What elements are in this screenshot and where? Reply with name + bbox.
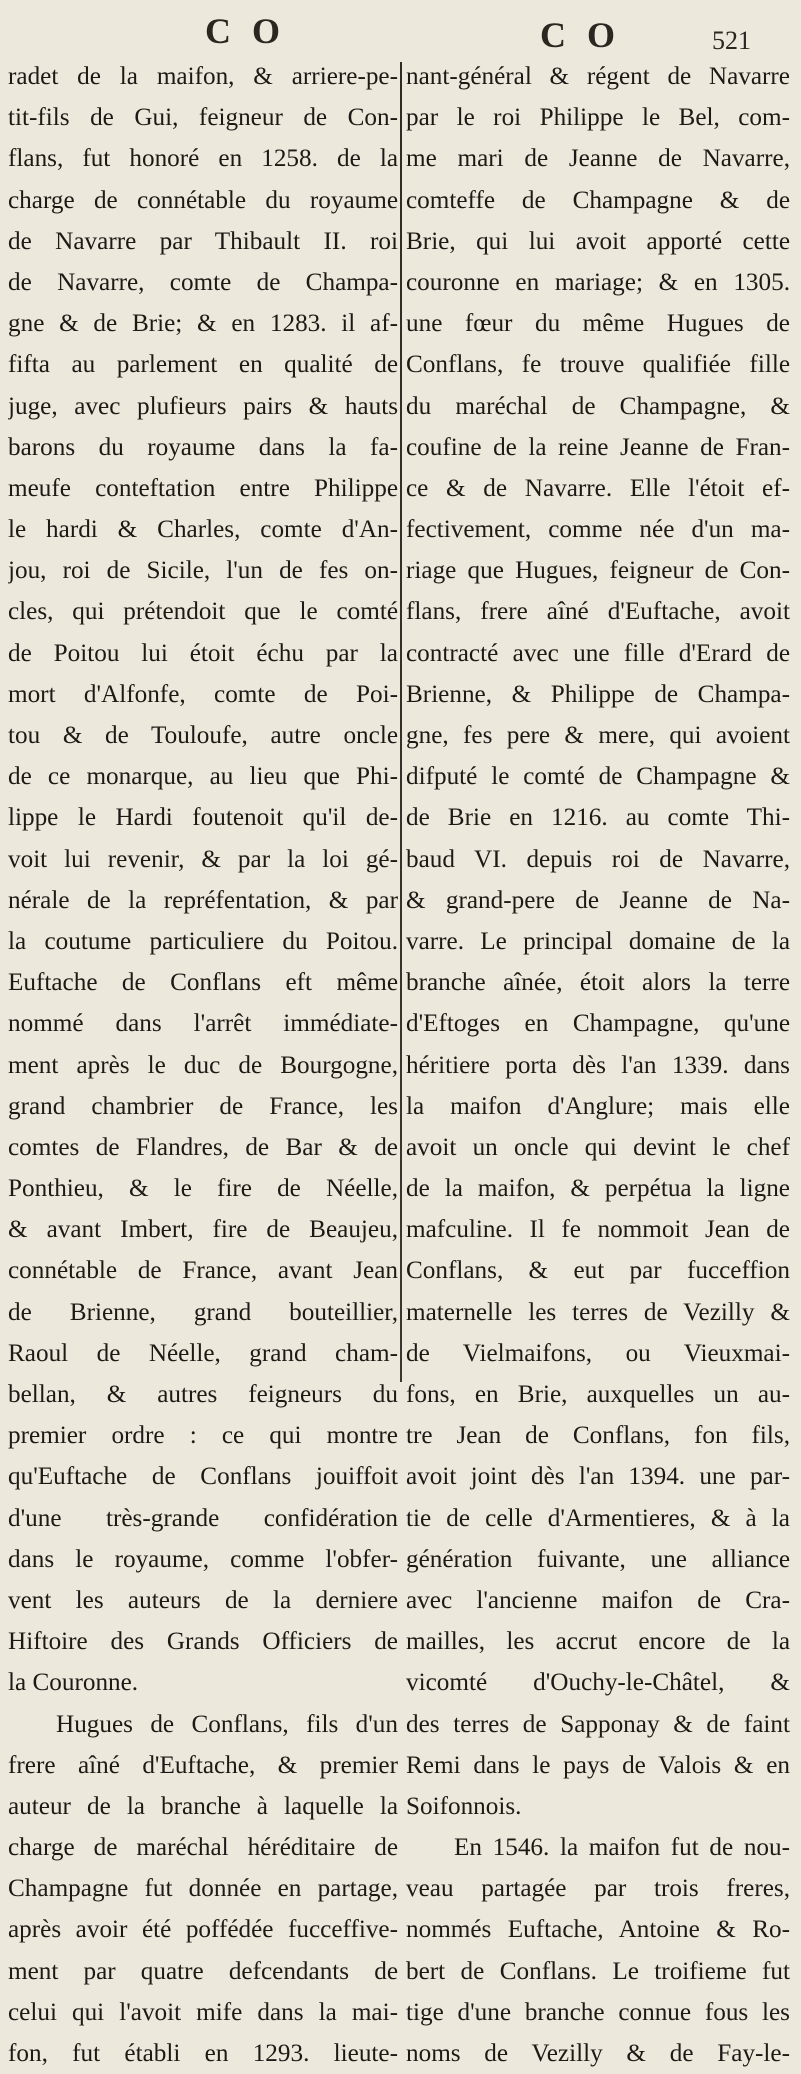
text-line: de Navarre, comte de Champa- [8, 268, 398, 296]
text-line: fifta au parlement en qualité de [8, 351, 398, 379]
text-line: frere aîné d'Euftache, & premier [8, 1751, 398, 1779]
text-line: nant-général & régent de Navarre [406, 63, 790, 90]
text-line: comtes de Flandres, de Bar & de [8, 1133, 398, 1161]
text-line: Conflans, & eut par fucceffion [406, 1257, 790, 1285]
text-line: d'une très-grande confidération [8, 1504, 398, 1532]
text-line: radet de la maifon, & arriere-pe- [8, 63, 398, 90]
text-line: fons, en Brie, auxquelles un au- [406, 1381, 790, 1408]
text-line: juge, avec plufieurs pairs & hauts [8, 392, 398, 420]
text-line: noms de Vezilly & de Fay-le- [406, 2040, 790, 2067]
text-line: voit lui revenir, & par la loi gé- [8, 845, 398, 873]
text-line: tou & de Touloufe, autre oncle [8, 722, 398, 749]
text-line: avoit joint dès l'an 1394. une par- [406, 1463, 790, 1491]
text-line: Remi dans le pays de Valois & en [406, 1751, 790, 1779]
text-line: auteur de la branche à laquelle la [8, 1792, 398, 1820]
text-line: nommés Euftache, Antoine & Ro- [406, 1916, 790, 1944]
text-line: du maréchal de Champagne, & [406, 392, 790, 420]
text-line: varre. Le principal domaine de la [406, 927, 790, 955]
text-line: flans, frere aîné d'Euftache, avoit [406, 598, 790, 626]
text-line: cles, qui prétendoit que le comté [8, 598, 398, 626]
text-line: & avant Imbert, fire de Beaujeu, [8, 1216, 398, 1244]
text-line: fon, fut établi en 1293. lieute- [8, 2040, 398, 2067]
text-line: flans, fut honoré en 1258. de la [8, 145, 398, 173]
text-line: Hugues de Conflans, fils d'un [56, 1710, 398, 1738]
text-line: avoit un oncle qui devint le chef [406, 1133, 790, 1161]
text-line: gne & de Brie; & en 1283. il af- [8, 310, 398, 338]
text-line: riage que Hugues, feigneur de Con- [406, 557, 790, 585]
text-line: baud VI. depuis roi de Navarre, [406, 845, 790, 873]
text-line: gne, fes pere & mere, qui avoient [406, 722, 790, 749]
text-line: la Couronne. [8, 1669, 139, 1697]
text-line: héritiere porta dès l'an 1339. dans [406, 1051, 790, 1079]
text-line: charge de connétable du royaume [8, 186, 398, 214]
text-line: nérale de la repréfentation, & par [8, 886, 398, 914]
text-line: des terres de Sapponay & de faint [406, 1710, 790, 1738]
text-line: vicomté d'Ouchy-le-Châtel, & [406, 1669, 790, 1697]
text-line: me mari de Jeanne de Navarre, [406, 145, 790, 173]
text-line: tre Jean de Conflans, fon fils, [406, 1422, 790, 1450]
text-line: grand chambrier de France, les [8, 1092, 398, 1120]
text-line: mafculine. Il fe nommoit Jean de [406, 1216, 790, 1244]
text-line: En 1546. la maifon fut de nou- [454, 1834, 790, 1862]
text-line: après avoir été poffédée fucceffive- [8, 1916, 398, 1944]
text-line: de Brie en 1216. au comte Thi- [406, 804, 790, 832]
text-line: de Vielmaifons, ou Vieuxmai- [406, 1339, 790, 1367]
text-line: bert de Conflans. Le troifieme fut [406, 1957, 790, 1985]
text-line: ce & de Navarre. Elle l'étoit ef- [406, 474, 790, 502]
text-line: une fœur du même Hugues de [406, 310, 790, 338]
text-line: comteffe de Champagne & de [406, 186, 790, 214]
text-line: ment après le duc de Bourgogne, [8, 1051, 398, 1079]
text-line: contracté avec une fille d'Erard de [406, 639, 790, 667]
text-line: Euftache de Conflans eft même [8, 969, 398, 997]
text-line: de Brienne, grand bouteillier, [8, 1298, 398, 1326]
text-line: premier ordre : ce qui montre [8, 1422, 398, 1450]
text-line: mailles, les accrut encore de la [406, 1628, 790, 1656]
text-line: connétable de France, avant Jean [8, 1257, 398, 1285]
text-line: Hiftoire des Grands Officiers de [8, 1628, 398, 1656]
text-line: de Poitou lui étoit échu par la [8, 639, 398, 667]
text-line: Champagne fut donnée en partage, [8, 1875, 398, 1903]
text-line: génération fuivante, une alliance [406, 1545, 790, 1573]
text-line: barons du royaume dans la fa- [8, 433, 398, 461]
text-line: & grand-pere de Jeanne de Na- [406, 886, 790, 914]
text-line: mort d'Alfonfe, comte de Poi- [8, 680, 398, 708]
text-line: charge de maréchal héréditaire de [8, 1834, 398, 1862]
text-line: meufe conteftation entre Philippe [8, 474, 398, 502]
text-line: jou, roi de Sicile, l'un de fes on- [8, 557, 398, 585]
text-line: de Navarre par Thibault II. roi [8, 227, 398, 255]
text-line: coufine de la reine Jeanne de Fran- [406, 433, 790, 461]
text-line: maternelle les terres de Vezilly & [406, 1298, 790, 1326]
text-line: qu'Euftache de Conflans jouiffoit [8, 1463, 398, 1491]
running-header [0, 8, 801, 60]
text-line: de ce monarque, au lieu que Phi- [8, 763, 398, 791]
text-line: Brienne, & Philippe de Champa- [406, 680, 790, 708]
text-line: Ponthieu, & le fire de Néelle, [8, 1175, 398, 1203]
text-line: ment par quatre defcendants de [8, 1957, 398, 1985]
text-line: couronne en mariage; & en 1305. [406, 268, 790, 296]
text-line: celui qui l'avoit mife dans la mai- [8, 1998, 398, 2026]
text-line: la maifon d'Anglure; mais elle [406, 1092, 790, 1120]
text-line: difputé le comté de Champagne & [406, 763, 790, 791]
left-text-column [8, 56, 398, 2074]
text-line: bellan, & autres feigneurs du [8, 1381, 398, 1408]
text-line: d'Eftoges en Champagne, qu'une [406, 1010, 790, 1038]
text-line: tie de celle d'Armentieres, & à la [406, 1504, 790, 1532]
text-line: fectivement, comme née d'un ma- [406, 516, 790, 544]
text-line: vent les auteurs de la derniere [8, 1586, 398, 1614]
text-line: tige d'une branche connue fous les [406, 1998, 790, 2026]
text-line: dans le royaume, comme l'obfer- [8, 1545, 398, 1573]
text-line: le hardi & Charles, comte d'An- [8, 516, 398, 544]
text-line: Conflans, fe trouve qualifiée fille [406, 351, 790, 379]
text-line: par le roi Philippe le Bel, com- [406, 104, 790, 132]
text-line: tit-fils de Gui, feigneur de Con- [8, 104, 398, 132]
text-line: nommé dans l'arrêt immédiate- [8, 1010, 398, 1038]
text-line: branche aînée, étoit alors la terre [406, 969, 790, 997]
right-running-head: C O [540, 15, 621, 55]
text-line: veau partagée par trois freres, [406, 1875, 790, 1903]
text-line: Brie, qui lui avoit apporté cette [406, 227, 790, 255]
text-line: la coutume particuliere du Poitou. [8, 927, 398, 955]
text-line: lippe le Hardi foutenoit qu'il de- [8, 804, 398, 832]
left-running-head: C O [205, 11, 286, 51]
text-line: Soifonnois. [406, 1792, 522, 1820]
text-line: avec l'ancienne maifon de Cra- [406, 1586, 790, 1614]
column-divider-rule [400, 62, 402, 1382]
text-line: Raoul de Néelle, grand cham- [8, 1339, 398, 1367]
right-text-column [406, 56, 790, 2074]
text-line: de la maifon, & perpétua la ligne [406, 1175, 790, 1203]
page-number: 521 [712, 26, 751, 55]
